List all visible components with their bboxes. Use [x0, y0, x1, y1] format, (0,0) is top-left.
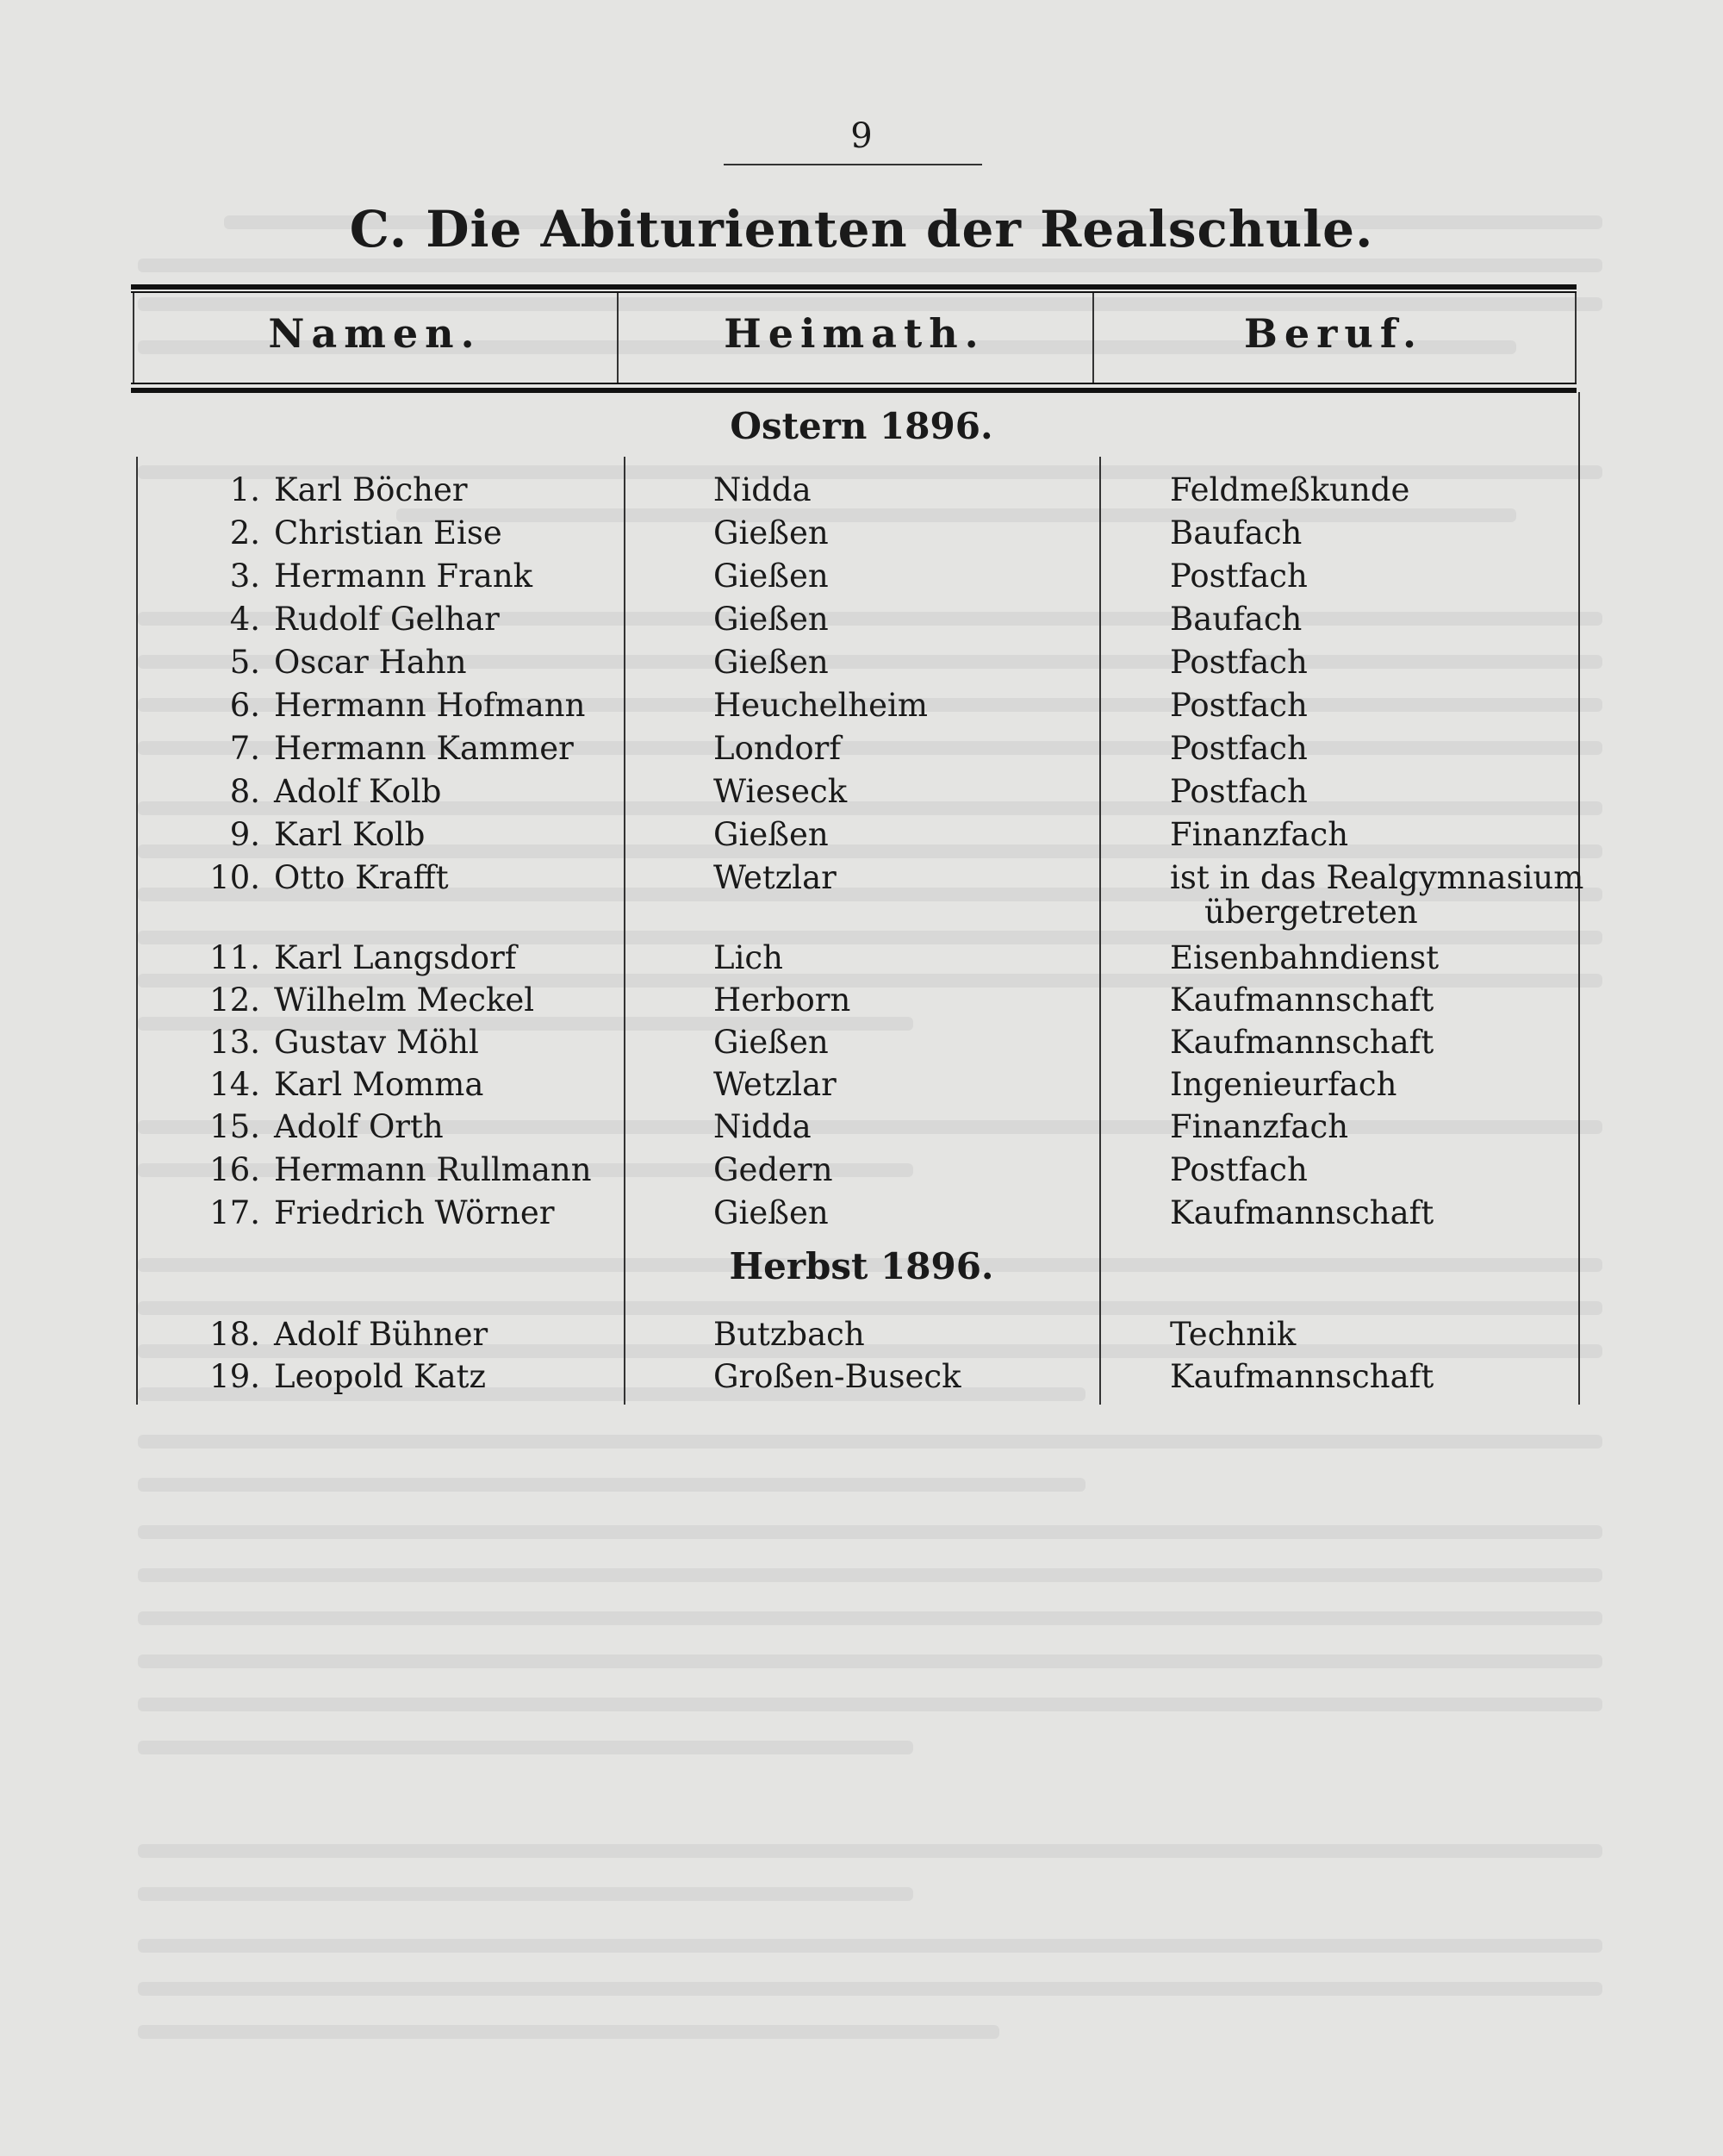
student-home: Gießen — [713, 644, 829, 681]
student-profession: Postfach — [1170, 644, 1308, 681]
student-home: Gedern — [713, 1151, 833, 1188]
student-profession: Postfach — [1170, 773, 1308, 810]
column-header-home: Heimath. — [724, 310, 986, 357]
student-profession: Postfach — [1170, 1151, 1308, 1188]
student-profession: Baufach — [1170, 514, 1303, 551]
student-profession: Baufach — [1170, 601, 1303, 638]
student-home: Gießen — [713, 601, 829, 638]
table-row — [0, 981, 1723, 1025]
table-row — [0, 601, 1723, 644]
table-row — [0, 1316, 1723, 1359]
student-profession: Kaufmannschaft — [1170, 981, 1434, 1019]
table-row — [0, 471, 1723, 514]
column-header-name: Namen. — [268, 310, 482, 357]
table-row — [0, 1194, 1723, 1237]
student-home: Wetzlar — [713, 859, 837, 896]
row-number: 6. — [229, 687, 260, 724]
table-row — [0, 558, 1723, 601]
row-number: 17. — [209, 1194, 260, 1231]
row-number: 18. — [209, 1316, 260, 1353]
row-number: 11. — [209, 939, 260, 976]
table-row — [0, 1358, 1723, 1401]
student-home: Wetzlar — [713, 1066, 837, 1103]
table-row — [0, 1108, 1723, 1151]
row-number: 16. — [209, 1151, 260, 1188]
row-number: 19. — [209, 1358, 260, 1395]
row-number: 2. — [229, 514, 260, 551]
row-number: 12. — [209, 981, 260, 1019]
student-profession: Postfach — [1170, 687, 1308, 724]
header-bottom-rule — [131, 388, 1577, 393]
row-number: 9. — [229, 816, 260, 853]
student-name: Hermann Frank — [274, 558, 533, 595]
student-name: Karl Langsdorf — [274, 939, 517, 976]
student-home: Londorf — [713, 730, 842, 767]
table-row — [0, 773, 1723, 816]
student-name: Karl Böcher — [274, 471, 468, 508]
student-home: Lich — [713, 939, 783, 976]
student-name: Adolf Kolb — [274, 773, 442, 810]
row-number: 7. — [229, 730, 260, 767]
page-title: C. Die Abiturienten der Realschule. — [349, 200, 1374, 259]
student-home: Nidda — [713, 1108, 812, 1145]
student-home: Gießen — [713, 1194, 829, 1231]
row-number: 5. — [229, 644, 260, 681]
table-row — [0, 514, 1723, 558]
student-home: Nidda — [713, 471, 812, 508]
student-name: Oscar Hahn — [274, 644, 467, 681]
table-row — [0, 1024, 1723, 1067]
row-number: 1. — [229, 471, 260, 508]
row-number: 3. — [229, 558, 260, 595]
table-top-rule-thin — [131, 291, 1577, 293]
student-profession: Kaufmannschaft — [1170, 1358, 1434, 1395]
student-home: Butzbach — [713, 1316, 865, 1353]
student-name: Leopold Katz — [274, 1358, 487, 1395]
student-profession: Postfach — [1170, 730, 1308, 767]
student-profession: Kaufmannschaft — [1170, 1194, 1434, 1231]
student-name: Adolf Bühner — [274, 1316, 488, 1353]
row-number: 8. — [229, 773, 260, 810]
student-profession: Finanzfach — [1170, 1108, 1349, 1145]
student-profession: ist in das Realgymnasium — [1170, 859, 1584, 896]
student-name: Karl Momma — [274, 1066, 484, 1103]
student-profession: Postfach — [1170, 558, 1308, 595]
student-name: Friedrich Wörner — [274, 1194, 555, 1231]
table-row — [0, 730, 1723, 773]
student-home: Gießen — [713, 558, 829, 595]
student-name: Otto Krafft — [274, 859, 449, 896]
student-profession-continuation: übergetreten — [1204, 894, 1418, 931]
student-name: Hermann Hofmann — [274, 687, 586, 724]
table-row — [0, 687, 1723, 730]
student-home: Heuchelheim — [713, 687, 928, 724]
table-top-rule — [131, 284, 1577, 290]
row-number: 15. — [209, 1108, 260, 1145]
column-header-profession: Beruf. — [1244, 310, 1423, 357]
student-profession: Finanzfach — [1170, 816, 1349, 853]
table-row — [0, 1066, 1723, 1109]
student-profession: Kaufmannschaft — [1170, 1024, 1434, 1061]
page-number: 9 — [850, 116, 873, 156]
page-number-rule — [724, 164, 982, 165]
student-name: Christian Eise — [274, 514, 502, 551]
student-name: Wilhelm Meckel — [274, 981, 535, 1019]
table-row — [0, 644, 1723, 687]
student-name: Gustav Möhl — [274, 1024, 479, 1061]
student-name: Rudolf Gelhar — [274, 601, 500, 638]
student-profession: Ingenieurfach — [1170, 1066, 1397, 1103]
table-right-border-header — [1575, 293, 1577, 383]
student-profession: Feldmeßkunde — [1170, 471, 1410, 508]
student-home: Gießen — [713, 816, 829, 853]
table-row — [0, 816, 1723, 859]
student-home: Großen-Buseck — [713, 1358, 961, 1395]
table-row — [0, 939, 1723, 982]
student-name: Hermann Rullmann — [274, 1151, 592, 1188]
student-name: Adolf Orth — [274, 1108, 444, 1145]
section-heading-herbst: Herbst 1896. — [729, 1245, 994, 1287]
section-heading-ostern: Ostern 1896. — [730, 405, 993, 447]
student-profession: Technik — [1170, 1316, 1297, 1353]
table-row — [0, 859, 1723, 902]
row-number: 10. — [209, 859, 260, 896]
row-number: 4. — [229, 601, 260, 638]
student-home: Gießen — [713, 514, 829, 551]
row-number: 14. — [209, 1066, 260, 1103]
student-profession: Eisenbahndienst — [1170, 939, 1440, 976]
student-name: Karl Kolb — [274, 816, 426, 853]
student-home: Gießen — [713, 1024, 829, 1061]
table-row — [0, 1151, 1723, 1194]
student-home: Wieseck — [713, 773, 848, 810]
header-bottom-rule-thin — [131, 383, 1577, 384]
student-home: Herborn — [713, 981, 851, 1019]
student-name: Hermann Kammer — [274, 730, 574, 767]
row-number: 13. — [209, 1024, 260, 1061]
